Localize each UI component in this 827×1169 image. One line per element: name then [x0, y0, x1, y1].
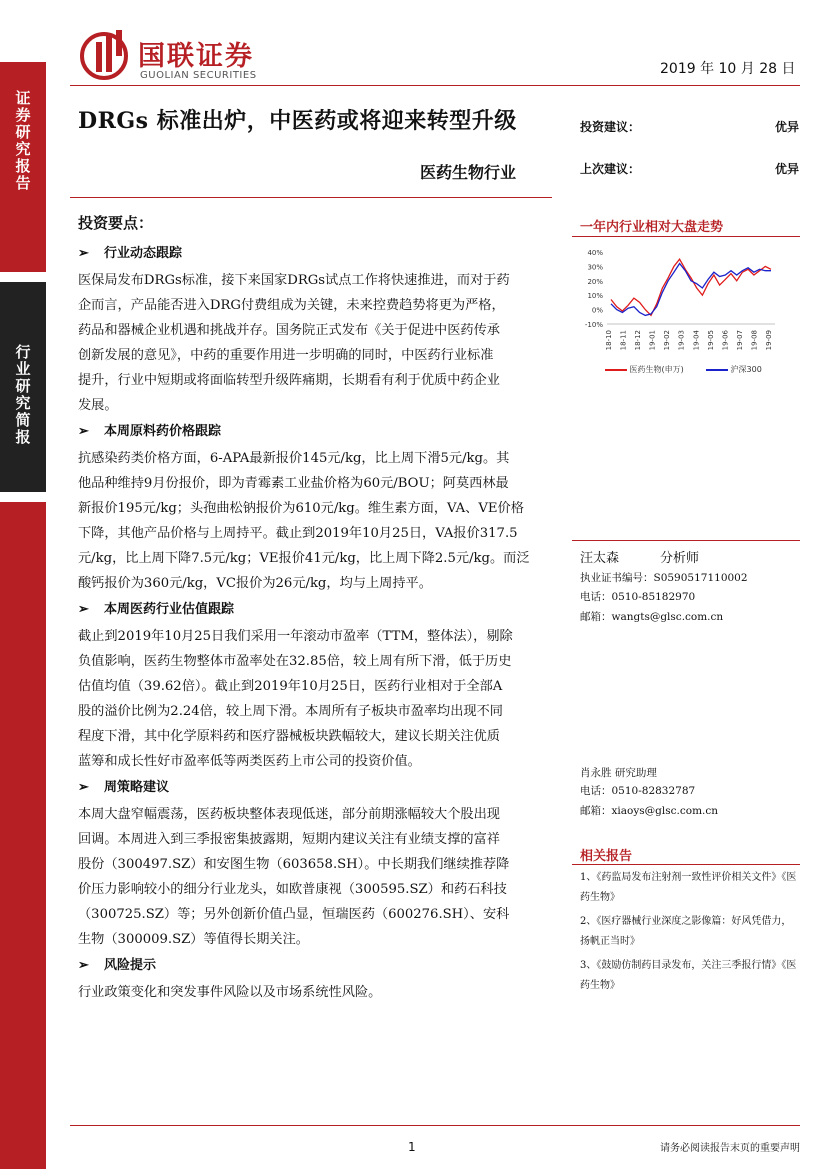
bullet-arrow-icon: ➢ — [78, 958, 89, 973]
paragraph-line: 估值均值（39.62倍）。截止到2019年10月25日，医药行业相对于全部A — [78, 679, 503, 694]
y-tick-label: 0% — [591, 306, 603, 315]
section-heading-text: 本周医药行业估值跟踪 — [104, 602, 235, 617]
paragraph-line: 新报价195元/kg；头孢曲松钠报价为610元/kg。维生素方面，VA、VE价格 — [78, 501, 524, 516]
x-tick-label: 19-05 — [706, 330, 715, 351]
sidebar-tab1-char: 告 — [15, 174, 31, 192]
chart-title-divider — [572, 236, 800, 237]
industry-name: 医药生物行业 — [420, 163, 517, 182]
section-heading-text: 风险提示 — [104, 958, 157, 973]
x-tick-label: 19-08 — [750, 330, 759, 351]
section-heading — [78, 776, 545, 800]
analyst-phone: 电话：0510-85182970 — [580, 591, 696, 603]
bullet-arrow-icon: ➢ — [78, 780, 89, 795]
sidebar-tab2-char: 简 — [15, 411, 31, 429]
sidebar-tab1-char: 券 — [15, 106, 31, 124]
legend-swatch-csi300 — [706, 369, 728, 371]
paragraph-line: 生物（300009.SZ）等值得长期关注。 — [78, 932, 309, 947]
logo-chinese: 国联证券 — [138, 41, 254, 72]
analyst-name: 汪太森 — [580, 551, 620, 566]
y-tick-label: 30% — [587, 263, 603, 272]
sidebar-tab1-char: 研 — [15, 123, 31, 141]
paragraph-line: 下降，其他产品价格与上周持平。截止到2019年10月25日，VA报价317.5 — [78, 526, 518, 541]
x-tick-label: 19-06 — [721, 330, 730, 351]
x-tick-label: 18-10 — [605, 330, 613, 351]
sidebar-tab-decor — [0, 502, 46, 1169]
assistant-name — [580, 765, 657, 780]
x-tick-label: 19-04 — [692, 330, 701, 351]
related-reports-heading: 相关报告 — [580, 849, 633, 864]
paragraph-line: 酸钙报价为360元/kg，VC报价为26元/kg，均与上周持平。 — [78, 576, 432, 591]
legend-label-csi300: 沪深300 — [730, 365, 762, 374]
section-heading-text: 行业动态跟踪 — [104, 246, 183, 261]
paragraph-line: 截止到2019年10月25日我们采用一年滚动市盈率（TTM，整体法），剔除 — [78, 629, 513, 644]
section-heading — [78, 242, 545, 266]
paragraph-line: 负值影响，医药生物整体市盈率处在32.85倍，较上周有所下滑，低于历史 — [78, 654, 512, 669]
analyst-divider — [572, 540, 800, 541]
sidebar-tab2-char: 报 — [15, 428, 31, 446]
sidebar-tab1-char: 证 — [15, 89, 31, 107]
legend-item-sector — [605, 364, 684, 375]
bullet-arrow-icon: ➢ — [78, 602, 89, 617]
x-tick-label: 19-09 — [765, 330, 773, 351]
section-paragraph — [78, 446, 545, 596]
assistant-email[interactable]: 邮箱：xiaoys@glsc.com.cn — [580, 805, 719, 817]
related-report-2[interactable]: 2、《医疗器械行业深度之影像篇：好风凭借力，扬帆正当时》 — [580, 916, 792, 947]
sidebar-tab-report-type-label — [0, 90, 46, 192]
y-tick-label: -10% — [584, 321, 603, 329]
paragraph-line: 本周大盘窄幅震荡，医药板块整体表现低迷，部分前期涨幅较大个股出现 — [78, 807, 500, 822]
series-line-csi300 — [611, 264, 771, 316]
section-heading-text: 本周原料药价格跟踪 — [104, 424, 222, 439]
header-divider — [70, 85, 800, 86]
body-sections — [78, 240, 545, 1005]
paragraph-line: （300725.SZ）等；另外创新价值凸显，恒瑞医药（600276.SH）、安科 — [78, 907, 510, 922]
analyst-cert: 执业证书编号：S0590517110002 — [580, 572, 748, 584]
paragraph-line: 他品种维持9月份报价，即为青霉素工业盐价格为60元/BOU；阿莫西林最 — [78, 476, 509, 491]
logo-english: GUOLIAN SECURITIES — [140, 70, 257, 81]
paragraph-line: 股份（300497.SZ）和安图生物（603658.SH）。中长期我们继续推荐降 — [78, 857, 510, 872]
rating-label: 投资建议： — [580, 120, 641, 134]
sidebar-tab2-char: 研 — [15, 377, 31, 395]
section-heading-text: 周策略建议 — [104, 780, 170, 795]
related-divider — [572, 864, 800, 865]
sidebar-tab2-char: 行 — [15, 343, 31, 361]
footer-divider — [70, 1125, 800, 1126]
report-title: DRGs 标准出炉，中医药或将迎来转型升级 — [78, 108, 517, 134]
paragraph-line: 创新发展的意见》，中药的重要作用进一步明确的同时，中医药行业标准 — [78, 348, 494, 363]
bullet-arrow-icon: ➢ — [78, 246, 89, 261]
section-heading — [78, 598, 545, 622]
title-divider — [70, 197, 552, 198]
chart-title: 一年内行业相对大盘走势 — [580, 220, 724, 235]
legend-item-csi300 — [706, 364, 762, 375]
disclaimer-note: 请务必阅读报告末页的重要声明 — [660, 1143, 800, 1154]
section-paragraph — [78, 980, 545, 1005]
key-points-heading: 投资要点： — [78, 214, 154, 232]
sidebar-tab-report-type — [0, 62, 46, 272]
section-heading — [78, 954, 545, 978]
paragraph-line: 行业政策变化和突发事件风险以及市场系统性风险。 — [78, 985, 382, 1000]
x-tick-label: 19-03 — [677, 330, 686, 351]
y-tick-label: 40% — [587, 249, 603, 257]
x-tick-label: 19-02 — [663, 330, 672, 351]
sidebar-tab2-char: 业 — [15, 360, 31, 378]
related-report-1[interactable]: 1、《药监局发布注射剂一致性评价相关文件》《医药生物》 — [580, 872, 797, 903]
rating-value: 优异 — [775, 120, 800, 134]
related-report-3[interactable]: 3、《鼓励仿制药目录发布，关注三季报行情》《医药生物》 — [580, 960, 797, 991]
relative-performance-chart — [575, 244, 800, 384]
sidebar-tab2-char: 究 — [15, 394, 31, 412]
y-tick-label: 20% — [587, 277, 603, 286]
section-heading — [78, 420, 545, 444]
section-paragraph — [78, 624, 545, 774]
paragraph-line: 提升，行业中短期或将面临转型升级阵痛期，长期看有利于优质中药企业 — [78, 373, 500, 388]
x-tick-label: 19-01 — [648, 330, 657, 351]
sidebar-tab-report-category — [0, 282, 46, 492]
sidebar-tab-report-category-label — [0, 344, 46, 446]
assistant-phone: 电话：0510-82832787 — [580, 785, 696, 797]
prev-rating-value: 优异 — [775, 162, 800, 176]
paragraph-line: 抗感染药类价格方面，6-APA最新报价145元/kg，比上周下滑5元/kg。其 — [78, 451, 510, 466]
y-tick-label: 10% — [587, 292, 603, 301]
x-tick-label: 18-11 — [619, 330, 628, 351]
x-tick-label: 18-12 — [634, 330, 643, 351]
paragraph-line: 药品和器械企业机遇和挑战并存。国务院正式发布《关于促进中医药传承 — [78, 323, 500, 338]
section-paragraph — [78, 802, 545, 952]
assistant-role: 研究助理 — [614, 767, 657, 779]
report-date: 2019 年 10 月 28 日 — [660, 61, 796, 77]
guolian-logo-icon — [78, 28, 130, 80]
analyst-role: 分析师 — [660, 551, 700, 566]
analyst-email[interactable]: 邮箱：wangts@glsc.com.cn — [580, 611, 724, 623]
paragraph-line: 企而言，产品能否进入DRG付费组成为关键，未来控费趋势将更为严格， — [78, 298, 505, 313]
page-number: 1 — [408, 1140, 416, 1154]
paragraph-line: 价压力影响较小的细分行业龙头，如欧普康视（300595.SZ）和药石科技 — [78, 882, 507, 897]
paragraph-line: 元/kg，比上周下降7.5元/kg；VE报价41元/kg，比上周下降2.5元/kg。而泛 — [78, 551, 530, 566]
paragraph-line: 发展。 — [78, 398, 118, 413]
x-tick-label: 19-07 — [735, 330, 744, 351]
paragraph-line: 医保局发布DRGs标准，接下来国家DRGs试点工作将快速推进，而对于药 — [78, 273, 510, 288]
bullet-arrow-icon: ➢ — [78, 424, 89, 439]
section-paragraph — [78, 268, 545, 418]
sidebar-tab1-char: 究 — [15, 140, 31, 158]
legend-label-sector: 医药生物(申万) — [629, 365, 684, 374]
paragraph-line: 回调。本周进入到三季报密集披露期，短期内建议关注有业绩支撑的富祥 — [78, 832, 500, 847]
prev-rating-label: 上次建议： — [580, 162, 641, 176]
paragraph-line: 程度下滑，其中化学原料药和医疗器械板块跌幅较大，建议长期关注优质 — [78, 729, 500, 744]
sidebar-tab1-char: 报 — [15, 157, 31, 175]
paragraph-line: 蓝筹和成长性好市盈率低等两类医药上市公司的投资价值。 — [78, 754, 421, 769]
paragraph-line: 股的溢价比例为2.24倍，较上周下滑。本周所有子板块市盈率均出现不同 — [78, 704, 503, 719]
legend-swatch-sector — [605, 369, 627, 371]
assistant-name-text: 肖永胜 — [580, 767, 612, 779]
